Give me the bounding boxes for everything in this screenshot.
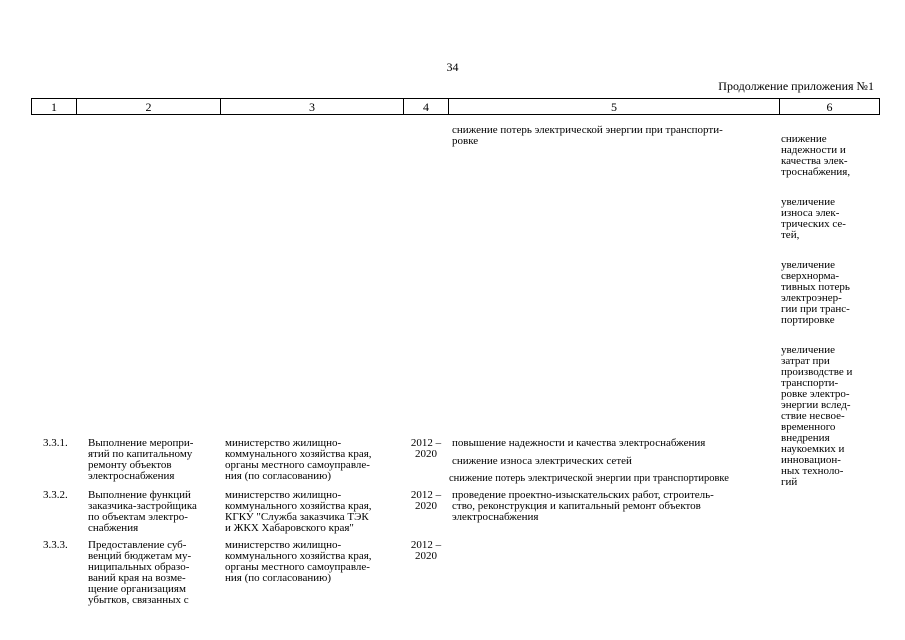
expected-result: снижение износа электрических сетей	[452, 455, 632, 467]
implementation-period: 2012 – 2020	[410, 489, 442, 512]
measure-name: Предоставление суб- венций бюджетам му- ниципальных образо- ваний края на возме- щение организациям убытков, связанных с	[88, 539, 192, 606]
row-number: 3.3.2.	[43, 489, 68, 501]
row-number: 3.3.3.	[43, 539, 68, 551]
page-number: 34	[446, 60, 459, 74]
column-header-4: 4	[404, 99, 449, 115]
appendix-continuation-note: Продолжение приложения №1	[718, 79, 874, 93]
continued-result-text: снижение потерь электрической энергии при транспорти- ровке	[452, 124, 723, 147]
column-header-1: 1	[32, 99, 77, 115]
measure-name: Выполнение меропри- ятий по капитальному ремонту объектов электроснабжения	[88, 437, 194, 482]
expected-result: проведение проектно-изыскательских работ, строитель- ство, реконструкция и капитальный ремонт объектов электроснабжения	[452, 489, 714, 523]
effect-item: увеличение затрат при производстве и транспорти- ровке электро- энергии вслед- ствие несвое- временного внедрения наукоемких и инновацион- ных техноло- гий	[781, 344, 853, 488]
column-header-2: 2	[77, 99, 221, 115]
effect-item: увеличение износа элек- трических се- тей,	[781, 196, 846, 241]
effect-item: увеличение сверхнорма- тивных потерь электроэнер- гии при транс- портировке	[781, 259, 850, 326]
responsible-executor: министерство жилищно- коммунального хозяйства края, органы местного самоуправле- ния (по согласованию)	[225, 539, 372, 584]
column-header-5: 5	[449, 99, 780, 115]
header-row	[32, 99, 880, 115]
row-number: 3.3.1.	[43, 437, 68, 449]
measure-name: Выполнение функций заказчика-застройщика по объектам электро- снабжения	[88, 489, 197, 534]
implementation-period: 2012 – 2020	[410, 539, 442, 562]
expected-result: снижение потерь электрической энергии при транспортировке	[449, 473, 729, 484]
column-number-header	[31, 98, 880, 115]
continued-effects-list	[781, 123, 876, 507]
expected-result: повышение надежности и качества электроснабжения	[452, 437, 706, 449]
column-header-6: 6	[780, 99, 880, 115]
column-header-3: 3	[221, 99, 404, 115]
responsible-executor: министерство жилищно- коммунального хозяйства края, КГКУ "Служба заказчика ТЭК и ЖКХ Хабаровского края"	[225, 489, 372, 534]
effect-item: снижение надежности и качества элек- троснабжения,	[781, 133, 851, 178]
implementation-period: 2012 – 2020	[410, 437, 442, 460]
responsible-executor: министерство жилищно- коммунального хозяйства края, органы местного самоуправле- ния (по согласованию)	[225, 437, 372, 482]
